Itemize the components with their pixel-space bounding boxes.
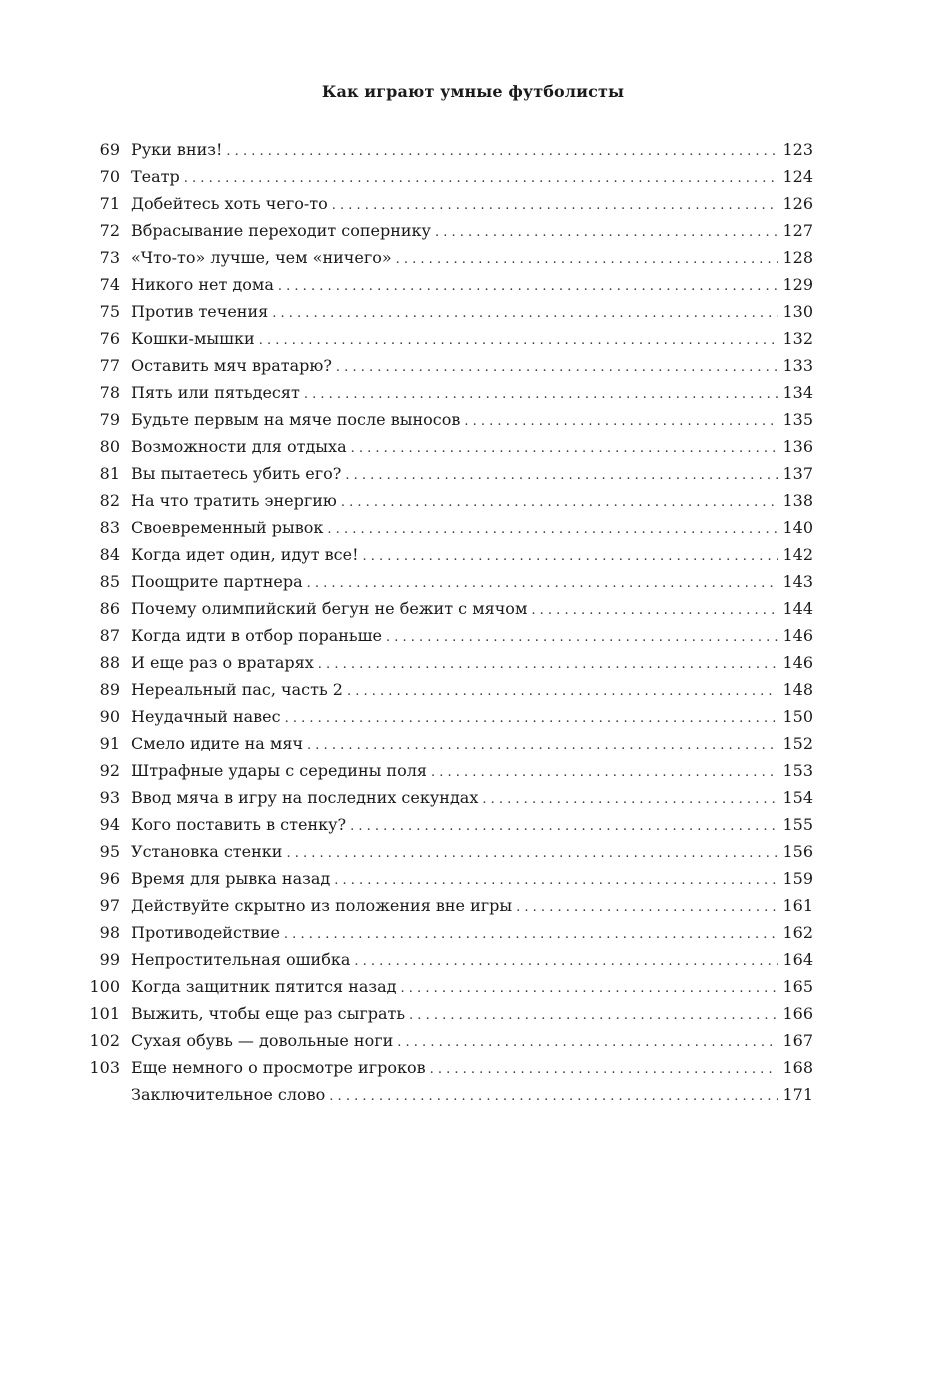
- chapter-number: 93: [99, 788, 120, 807]
- chapter-number: 103: [89, 1058, 120, 1077]
- dot-leader: [435, 219, 778, 246]
- chapter-title: Ввод мяча в игру на последних секундах: [131, 784, 482, 811]
- dot-leader: [272, 300, 778, 327]
- running-head-title: Как играют умные футболисты: [321, 82, 625, 101]
- chapter-number: 101: [89, 1004, 120, 1023]
- chapter-number: 100: [89, 977, 120, 996]
- page-number: 168: [778, 1054, 813, 1081]
- chapter-title: Когда защитник пятится назад: [131, 973, 401, 1000]
- chapter-title: Добейтесь хоть чего-то: [131, 190, 332, 217]
- page-number: 124: [778, 163, 813, 190]
- toc-entry[interactable]: [80, 946, 813, 973]
- page-number: 167: [778, 1027, 813, 1054]
- dot-leader: [482, 786, 778, 813]
- page-number: 135: [778, 406, 813, 433]
- page-number: 146: [778, 649, 813, 676]
- dot-leader: [259, 327, 779, 354]
- toc-entry[interactable]: [80, 217, 813, 244]
- toc-entry[interactable]: [80, 730, 813, 757]
- page-number: 150: [778, 703, 813, 730]
- dot-leader: [304, 381, 779, 408]
- chapter-title: Против течения: [131, 298, 272, 325]
- chapter-number: 74: [99, 275, 120, 294]
- toc-entry[interactable]: [80, 136, 813, 163]
- chapter-number: 75: [99, 302, 120, 321]
- toc-entry[interactable]: [80, 379, 813, 406]
- toc-entry[interactable]: [80, 1000, 813, 1027]
- dot-leader: [354, 948, 778, 975]
- chapter-title: Будьте первым на мяче после выносов: [131, 406, 464, 433]
- chapter-title: Когда идти в отбор пораньше: [131, 622, 386, 649]
- chapter-number: 95: [99, 842, 120, 861]
- dot-leader: [284, 921, 779, 948]
- chapter-title: Смело идите на мяч: [131, 730, 307, 757]
- dot-leader: [307, 570, 779, 597]
- page-number: 133: [778, 352, 813, 379]
- page-number: 156: [778, 838, 813, 865]
- chapter-number: 72: [99, 221, 120, 240]
- toc-entry[interactable]: [80, 676, 813, 703]
- chapter-number: 102: [89, 1031, 120, 1050]
- dot-leader: [347, 678, 779, 705]
- chapter-number: 96: [99, 869, 120, 888]
- chapter-number: 76: [99, 329, 120, 348]
- toc-entry[interactable]: [80, 406, 813, 433]
- toc-entry[interactable]: [80, 649, 813, 676]
- toc-entry[interactable]: [80, 784, 813, 811]
- chapter-number: 71: [99, 194, 120, 213]
- dot-leader: [386, 624, 778, 651]
- chapter-title: Время для рывка назад: [131, 865, 334, 892]
- dot-leader: [409, 1002, 778, 1029]
- chapter-title: Оставить мяч вратарю?: [131, 352, 336, 379]
- dot-leader: [278, 273, 779, 300]
- dot-leader: [286, 840, 778, 867]
- chapter-number: 69: [99, 140, 120, 159]
- dot-leader: [350, 813, 778, 840]
- chapter-title: Неудачный навес: [131, 703, 285, 730]
- page-number: 130: [778, 298, 813, 325]
- dot-leader: [516, 894, 778, 921]
- toc-entry[interactable]: [80, 973, 813, 1000]
- chapter-number: 99: [99, 950, 120, 969]
- chapter-number: 97: [99, 896, 120, 915]
- toc-entry[interactable]: [80, 919, 813, 946]
- toc-entry[interactable]: [80, 487, 813, 514]
- toc-entry[interactable]: [80, 757, 813, 784]
- toc-entry[interactable]: [80, 244, 813, 271]
- page-number: 152: [778, 730, 813, 757]
- chapter-title: Поощрите партнера: [131, 568, 307, 595]
- dot-leader: [285, 705, 779, 732]
- dot-leader: [334, 867, 778, 894]
- chapter-title: Вбрасывание переходит сопернику: [131, 217, 435, 244]
- chapter-title: Нереальный пас, часть 2: [131, 676, 347, 703]
- chapter-number: 85: [99, 572, 120, 591]
- chapter-title: Вы пытаетесь убить его?: [131, 460, 345, 487]
- dot-leader: [307, 732, 778, 759]
- toc-entry[interactable]: [80, 1027, 813, 1054]
- page-number: 155: [778, 811, 813, 838]
- chapter-number: 92: [99, 761, 120, 780]
- dot-leader: [332, 192, 779, 219]
- chapter-title: Пять или пятьдесят: [131, 379, 304, 406]
- page-number: 132: [778, 325, 813, 352]
- chapter-title: Кошки-мышки: [131, 325, 259, 352]
- page-number: 171: [778, 1081, 813, 1108]
- chapter-title: Когда идет один, идут все!: [131, 541, 363, 568]
- chapter-number: 79: [99, 410, 120, 429]
- dot-leader: [363, 543, 779, 570]
- page-number: 126: [778, 190, 813, 217]
- toc-entry[interactable]: [80, 460, 813, 487]
- page-number: 166: [778, 1000, 813, 1027]
- dot-leader: [431, 759, 778, 786]
- page-number: 140: [778, 514, 813, 541]
- chapter-title: Никого нет дома: [131, 271, 278, 298]
- toc-entry[interactable]: [80, 595, 813, 622]
- chapter-number: 89: [99, 680, 120, 699]
- page-number: 148: [778, 676, 813, 703]
- page-number: 164: [778, 946, 813, 973]
- page-number: 165: [778, 973, 813, 1000]
- page-number: 161: [778, 892, 813, 919]
- toc-entry[interactable]: [80, 163, 813, 190]
- chapter-title: Сухая обувь — довольные ноги: [131, 1027, 397, 1054]
- page-number: 144: [778, 595, 813, 622]
- chapter-title: Штрафные удары с середины поля: [131, 757, 431, 784]
- chapter-title: Заключительное слово: [131, 1081, 329, 1108]
- chapter-title: Кого поставить в стенку?: [131, 811, 350, 838]
- dot-leader: [327, 516, 778, 543]
- chapter-number: 87: [99, 626, 120, 645]
- page-number: 123: [778, 136, 813, 163]
- dot-leader: [318, 651, 779, 678]
- chapter-number: 94: [99, 815, 120, 834]
- dot-leader: [345, 462, 778, 489]
- toc-entry[interactable]: [80, 541, 813, 568]
- toc-entry[interactable]: [80, 568, 813, 595]
- chapter-number: 73: [99, 248, 120, 267]
- dot-leader: [341, 489, 779, 516]
- dot-leader: [430, 1056, 779, 1083]
- toc-entry[interactable]: [80, 271, 813, 298]
- chapter-title: Противодействие: [131, 919, 284, 946]
- toc-entry[interactable]: [80, 703, 813, 730]
- toc-entry[interactable]: [80, 1081, 813, 1108]
- chapter-number: 91: [99, 734, 120, 753]
- chapter-title: Еще немного о просмотре игроков: [131, 1054, 430, 1081]
- toc-entry[interactable]: [80, 325, 813, 352]
- chapter-title: На что тратить энергию: [131, 487, 341, 514]
- page-number: 146: [778, 622, 813, 649]
- chapter-title: Возможности для отдыха: [131, 433, 351, 460]
- dot-leader: [531, 597, 778, 624]
- chapter-title: Действуйте скрытно из положения вне игры: [131, 892, 516, 919]
- chapter-title: Своевременный рывок: [131, 514, 327, 541]
- chapter-title: Непростительная ошибка: [131, 946, 354, 973]
- dot-leader: [351, 435, 779, 462]
- chapter-number: 84: [99, 545, 120, 564]
- dot-leader: [184, 165, 779, 192]
- chapter-number: 81: [99, 464, 120, 483]
- table-of-contents: [80, 136, 813, 1108]
- page-number: 142: [778, 541, 813, 568]
- toc-entry[interactable]: [80, 298, 813, 325]
- toc-entry[interactable]: [80, 1054, 813, 1081]
- page-number: 134: [778, 379, 813, 406]
- dot-leader: [464, 408, 778, 435]
- toc-entry[interactable]: [80, 352, 813, 379]
- toc-entry[interactable]: [80, 892, 813, 919]
- page-number: 138: [778, 487, 813, 514]
- toc-entry[interactable]: [80, 190, 813, 217]
- dot-leader: [336, 354, 779, 381]
- chapter-title: Выжить, чтобы еще раз сыграть: [131, 1000, 409, 1027]
- dot-leader: [226, 138, 778, 165]
- toc-entry[interactable]: [80, 865, 813, 892]
- chapter-number: 82: [99, 491, 120, 510]
- chapter-number: 90: [99, 707, 120, 726]
- chapter-number: 86: [99, 599, 120, 618]
- chapter-title: Установка стенки: [131, 838, 286, 865]
- page-number: 136: [778, 433, 813, 460]
- toc-entry[interactable]: [80, 838, 813, 865]
- chapter-title: Почему олимпийский бегун не бежит с мячом: [131, 595, 531, 622]
- dot-leader: [401, 975, 779, 1002]
- page-number: 154: [778, 784, 813, 811]
- chapter-number: 80: [99, 437, 120, 456]
- page-number: 128: [778, 244, 813, 271]
- chapter-title: И еще раз о вратарях: [131, 649, 318, 676]
- chapter-number: 88: [99, 653, 120, 672]
- chapter-number: 78: [99, 383, 120, 402]
- chapter-title: Руки вниз!: [131, 136, 226, 163]
- chapter-number: 98: [99, 923, 120, 942]
- page-number: 159: [778, 865, 813, 892]
- chapter-number: 70: [99, 167, 120, 186]
- dot-leader: [396, 246, 779, 273]
- page-number: 143: [778, 568, 813, 595]
- dot-leader: [329, 1083, 778, 1110]
- chapter-number: 77: [99, 356, 120, 375]
- toc-entry[interactable]: [80, 811, 813, 838]
- toc-entry[interactable]: [80, 514, 813, 541]
- chapter-title: Театр: [131, 163, 184, 190]
- page-number: 153: [778, 757, 813, 784]
- page-number: 129: [778, 271, 813, 298]
- chapter-title: «Что-то» лучше, чем «ничего»: [131, 244, 396, 271]
- toc-entry[interactable]: [80, 622, 813, 649]
- toc-entry[interactable]: [80, 433, 813, 460]
- page-number: 137: [778, 460, 813, 487]
- dot-leader: [397, 1029, 778, 1056]
- page-number: 127: [778, 217, 813, 244]
- chapter-number: 83: [99, 518, 120, 537]
- page-number: 162: [778, 919, 813, 946]
